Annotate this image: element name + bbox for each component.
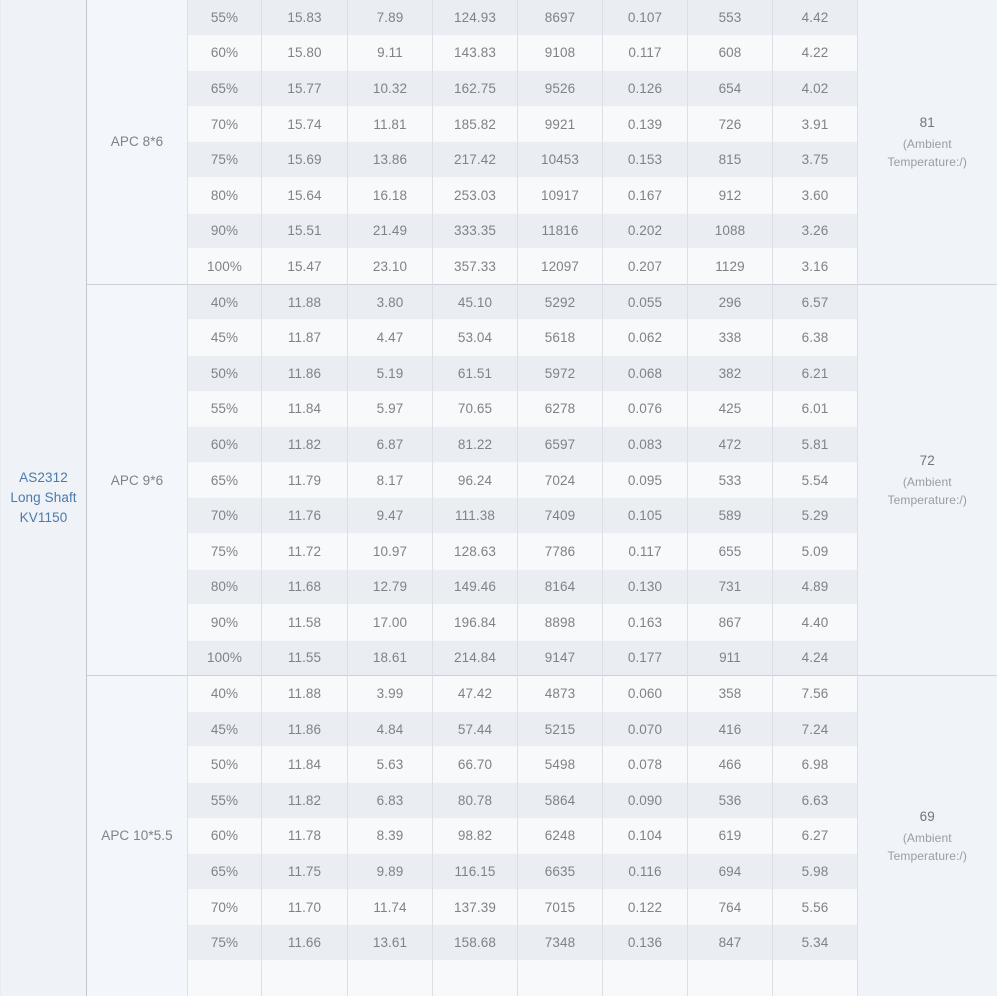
table-cell: 15.51	[262, 213, 348, 249]
table-cell	[603, 961, 688, 996]
table-cell: 3.26	[773, 213, 858, 249]
table-cell: 11.86	[262, 711, 348, 747]
table-cell	[688, 961, 773, 996]
table-cell: 0.117	[603, 35, 688, 71]
motor-name-line: AS2312	[19, 469, 68, 485]
table-cell: 726	[688, 106, 773, 142]
table-cell: 0.105	[603, 498, 688, 534]
table-cell: 11.82	[262, 427, 348, 463]
table-cell: 847	[688, 925, 773, 961]
table-cell: 8697	[518, 0, 603, 35]
table-cell: 11.55	[262, 640, 348, 676]
table-cell: 867	[688, 605, 773, 641]
table-cell: 10453	[518, 142, 603, 178]
table-cell: 3.99	[348, 676, 433, 712]
table-cell: 0.139	[603, 106, 688, 142]
table-cell: 217.42	[433, 142, 518, 178]
table-cell: 0.055	[603, 284, 688, 320]
throttle-cell: 60%	[188, 818, 262, 854]
table-cell: 5.09	[773, 533, 858, 569]
table-cell: 5.97	[348, 391, 433, 427]
table-cell: 13.86	[348, 142, 433, 178]
table-cell: 7348	[518, 925, 603, 961]
table-cell: 9526	[518, 71, 603, 107]
table-cell: 4.02	[773, 71, 858, 107]
throttle-cell	[188, 961, 262, 996]
table-cell: 0.107	[603, 0, 688, 35]
table-cell: 5.54	[773, 462, 858, 498]
table-cell: 7409	[518, 498, 603, 534]
table-cell: 11.86	[262, 355, 348, 391]
table-cell: 5.63	[348, 747, 433, 783]
table-cell: 7.89	[348, 0, 433, 35]
table-cell: 11.66	[262, 925, 348, 961]
table-cell: 6.83	[348, 783, 433, 819]
table-cell: 4.24	[773, 640, 858, 676]
throttle-cell: 70%	[188, 106, 262, 142]
table-cell: 5.56	[773, 889, 858, 925]
table-cell: 3.16	[773, 249, 858, 285]
table-cell: 66.70	[433, 747, 518, 783]
table-cell: 17.00	[348, 605, 433, 641]
table-cell	[262, 961, 348, 996]
table-cell: 416	[688, 711, 773, 747]
table-cell: 0.163	[603, 605, 688, 641]
table-cell: 11.78	[262, 818, 348, 854]
throttle-cell: 90%	[188, 213, 262, 249]
table-cell: 912	[688, 177, 773, 213]
table-cell: 11.84	[262, 391, 348, 427]
table-cell: 1088	[688, 213, 773, 249]
table-cell: 0.078	[603, 747, 688, 783]
table-cell: 10.97	[348, 533, 433, 569]
table-cell: 96.24	[433, 462, 518, 498]
table-cell: 5.19	[348, 355, 433, 391]
table-cell: 4.40	[773, 605, 858, 641]
table-cell: 11.68	[262, 569, 348, 605]
table-cell: 11.88	[262, 676, 348, 712]
table-cell: 5.81	[773, 427, 858, 463]
table-cell: 0.177	[603, 640, 688, 676]
table-cell: 53.04	[433, 320, 518, 356]
table-cell: 9108	[518, 35, 603, 71]
table-cell: 536	[688, 783, 773, 819]
table-cell: 5215	[518, 711, 603, 747]
table-cell: 0.060	[603, 676, 688, 712]
table-cell: 6278	[518, 391, 603, 427]
table-cell: 4.84	[348, 711, 433, 747]
table-cell: 214.84	[433, 640, 518, 676]
throttle-cell: 90%	[188, 605, 262, 641]
table-cell: 0.202	[603, 213, 688, 249]
table-cell: 11.75	[262, 854, 348, 890]
table-cell: 6248	[518, 818, 603, 854]
table-cell: 0.083	[603, 427, 688, 463]
throttle-cell: 60%	[188, 427, 262, 463]
table-cell: 149.46	[433, 569, 518, 605]
table-cell: 185.82	[433, 106, 518, 142]
table-cell: 0.068	[603, 355, 688, 391]
throttle-cell: 65%	[188, 71, 262, 107]
table-cell: 6.87	[348, 427, 433, 463]
table-cell: 70.65	[433, 391, 518, 427]
table-cell: 47.42	[433, 676, 518, 712]
table-cell: 116.15	[433, 854, 518, 890]
table-cell: 11.82	[262, 783, 348, 819]
table-cell: 5618	[518, 320, 603, 356]
table-cell: 61.51	[433, 355, 518, 391]
table-cell: 7786	[518, 533, 603, 569]
throttle-cell: 45%	[188, 711, 262, 747]
motor-name-line: KV1150	[19, 509, 68, 525]
table-cell: 0.122	[603, 889, 688, 925]
propeller-cell: APC 9*6	[87, 284, 188, 676]
table-cell: 1129	[688, 249, 773, 285]
table-cell: 4.22	[773, 35, 858, 71]
table-cell: 11.87	[262, 320, 348, 356]
table-cell: 80.78	[433, 783, 518, 819]
propeller-cell: APC 8*6	[87, 0, 188, 284]
table-cell: 13.61	[348, 925, 433, 961]
throttle-cell: 50%	[188, 355, 262, 391]
table-cell: 6.63	[773, 783, 858, 819]
table-cell: 21.49	[348, 213, 433, 249]
table-cell	[518, 961, 603, 996]
table-cell: 0.095	[603, 462, 688, 498]
table-cell: 9921	[518, 106, 603, 142]
table-cell: 5.98	[773, 854, 858, 890]
throttle-cell: 100%	[188, 249, 262, 285]
throttle-cell: 75%	[188, 142, 262, 178]
table-cell: 731	[688, 569, 773, 605]
table-cell: 57.44	[433, 711, 518, 747]
table-cell: 3.75	[773, 142, 858, 178]
temperature-value: 69	[919, 808, 935, 824]
table-cell: 5292	[518, 284, 603, 320]
table-cell: 11.76	[262, 498, 348, 534]
propeller-cell: APC 10*5.5	[87, 676, 188, 996]
throttle-cell: 70%	[188, 889, 262, 925]
throttle-cell: 55%	[188, 783, 262, 819]
table-cell: 0.207	[603, 249, 688, 285]
table-cell: 10917	[518, 177, 603, 213]
table-cell: 11.72	[262, 533, 348, 569]
table-cell: 6.27	[773, 818, 858, 854]
table-cell: 0.130	[603, 569, 688, 605]
throttle-cell: 50%	[188, 747, 262, 783]
temperature-value: 81	[919, 114, 935, 130]
table-cell: 15.64	[262, 177, 348, 213]
table-cell: 6.98	[773, 747, 858, 783]
table-cell: 296	[688, 284, 773, 320]
table-cell: 15.47	[262, 249, 348, 285]
table-cell: 472	[688, 427, 773, 463]
table-cell: 253.03	[433, 177, 518, 213]
temperature-note-line: (Ambient	[902, 475, 952, 490]
table-cell: 11.70	[262, 889, 348, 925]
table-cell: 4.47	[348, 320, 433, 356]
table-cell: 5.34	[773, 925, 858, 961]
motor-cell	[1, 0, 87, 996]
table-cell: 6635	[518, 854, 603, 890]
table-cell: 3.91	[773, 106, 858, 142]
throttle-cell: 75%	[188, 925, 262, 961]
table-cell: 553	[688, 0, 773, 35]
table-cell: 15.80	[262, 35, 348, 71]
table-cell: 7024	[518, 462, 603, 498]
table-cell: 137.39	[433, 889, 518, 925]
table-cell: 81.22	[433, 427, 518, 463]
throttle-cell: 75%	[188, 533, 262, 569]
table-cell: 608	[688, 35, 773, 71]
table-cell: 9.11	[348, 35, 433, 71]
table-cell: 6.21	[773, 355, 858, 391]
table-cell: 128.63	[433, 533, 518, 569]
table-cell: 16.18	[348, 177, 433, 213]
temperature-value: 72	[919, 453, 935, 469]
throttle-cell: 70%	[188, 498, 262, 534]
throttle-cell: 60%	[188, 35, 262, 71]
table-cell: 9.47	[348, 498, 433, 534]
table-cell: 589	[688, 498, 773, 534]
table-cell: 3.60	[773, 177, 858, 213]
throttle-cell: 40%	[188, 284, 262, 320]
table-cell: 4.42	[773, 0, 858, 35]
table-cell: 15.74	[262, 106, 348, 142]
table-cell: 7015	[518, 889, 603, 925]
table-cell: 5972	[518, 355, 603, 391]
table-cell	[773, 961, 858, 996]
table-cell: 18.61	[348, 640, 433, 676]
table-cell: 11.74	[348, 889, 433, 925]
table-cell	[348, 961, 433, 996]
table-cell: 533	[688, 462, 773, 498]
throttle-cell: 55%	[188, 391, 262, 427]
table-cell: 425	[688, 391, 773, 427]
table-cell: 0.062	[603, 320, 688, 356]
table-cell: 466	[688, 747, 773, 783]
table-cell: 11.88	[262, 284, 348, 320]
temperature-cell	[858, 0, 997, 284]
table-cell: 6.38	[773, 320, 858, 356]
table-cell: 357.33	[433, 249, 518, 285]
table-cell: 15.77	[262, 71, 348, 107]
table-cell: 11.79	[262, 462, 348, 498]
table-cell: 358	[688, 676, 773, 712]
table-cell: 11.84	[262, 747, 348, 783]
table-cell: 124.93	[433, 0, 518, 35]
table-cell: 15.69	[262, 142, 348, 178]
table-cell: 5498	[518, 747, 603, 783]
table-cell: 333.35	[433, 213, 518, 249]
table-cell: 4873	[518, 676, 603, 712]
table-cell: 196.84	[433, 605, 518, 641]
table-body	[1, 0, 997, 996]
table-cell: 382	[688, 355, 773, 391]
motor-name-link[interactable]	[1, 468, 86, 528]
table-cell: 12.79	[348, 569, 433, 605]
throttle-cell: 40%	[188, 676, 262, 712]
table-cell: 0.076	[603, 391, 688, 427]
throttle-cell: 80%	[188, 177, 262, 213]
throttle-cell: 55%	[188, 0, 262, 35]
temperature-note-line: Temperature:/)	[887, 848, 967, 863]
temperature-cell	[858, 676, 997, 996]
temperature-note-line: Temperature:/)	[887, 493, 967, 508]
table-cell: 9147	[518, 640, 603, 676]
table-cell: 15.83	[262, 0, 348, 35]
table-cell: 0.136	[603, 925, 688, 961]
table-cell: 0.153	[603, 142, 688, 178]
table-cell: 5864	[518, 783, 603, 819]
table-cell: 6.57	[773, 284, 858, 320]
table-cell: 815	[688, 142, 773, 178]
table-cell: 0.167	[603, 177, 688, 213]
table-cell: 7.56	[773, 676, 858, 712]
throttle-cell: 80%	[188, 569, 262, 605]
table-cell: 338	[688, 320, 773, 356]
table-cell: 655	[688, 533, 773, 569]
table-cell: 111.38	[433, 498, 518, 534]
temperature-note-line: Temperature:/)	[887, 154, 967, 169]
table-cell	[433, 961, 518, 996]
table-cell: 8.39	[348, 818, 433, 854]
table-cell: 162.75	[433, 71, 518, 107]
throttle-cell: 45%	[188, 320, 262, 356]
throttle-cell: 65%	[188, 854, 262, 890]
table-cell: 10.32	[348, 71, 433, 107]
table-cell: 9.89	[348, 854, 433, 890]
table-cell: 158.68	[433, 925, 518, 961]
throttle-cell: 100%	[188, 640, 262, 676]
throttle-cell: 65%	[188, 462, 262, 498]
table-cell: 11.81	[348, 106, 433, 142]
temperature-note-line: (Ambient	[902, 136, 952, 151]
table-cell: 764	[688, 889, 773, 925]
table-cell: 8898	[518, 605, 603, 641]
table-cell: 5.29	[773, 498, 858, 534]
table-cell: 6.01	[773, 391, 858, 427]
table-cell: 6597	[518, 427, 603, 463]
motor-name-line: Long Shaft	[10, 489, 77, 505]
table-cell: 911	[688, 640, 773, 676]
table-cell: 45.10	[433, 284, 518, 320]
table-cell: 8.17	[348, 462, 433, 498]
table-cell: 694	[688, 854, 773, 890]
temperature-note-line: (Ambient	[902, 830, 952, 845]
table-cell: 11.58	[262, 605, 348, 641]
table-cell: 654	[688, 71, 773, 107]
temperature-cell	[858, 284, 997, 676]
table-cell: 3.80	[348, 284, 433, 320]
table-cell: 0.104	[603, 818, 688, 854]
table-cell: 0.090	[603, 783, 688, 819]
table-cell: 11816	[518, 213, 603, 249]
table-cell: 0.117	[603, 533, 688, 569]
table-cell: 8164	[518, 569, 603, 605]
table-cell: 619	[688, 818, 773, 854]
table-cell: 143.83	[433, 35, 518, 71]
table-cell: 12097	[518, 249, 603, 285]
table-cell: 23.10	[348, 249, 433, 285]
table-cell: 0.116	[603, 854, 688, 890]
table-cell: 98.82	[433, 818, 518, 854]
table-cell: 0.070	[603, 711, 688, 747]
table-cell: 4.89	[773, 569, 858, 605]
table-cell: 0.126	[603, 71, 688, 107]
table-cell: 7.24	[773, 711, 858, 747]
